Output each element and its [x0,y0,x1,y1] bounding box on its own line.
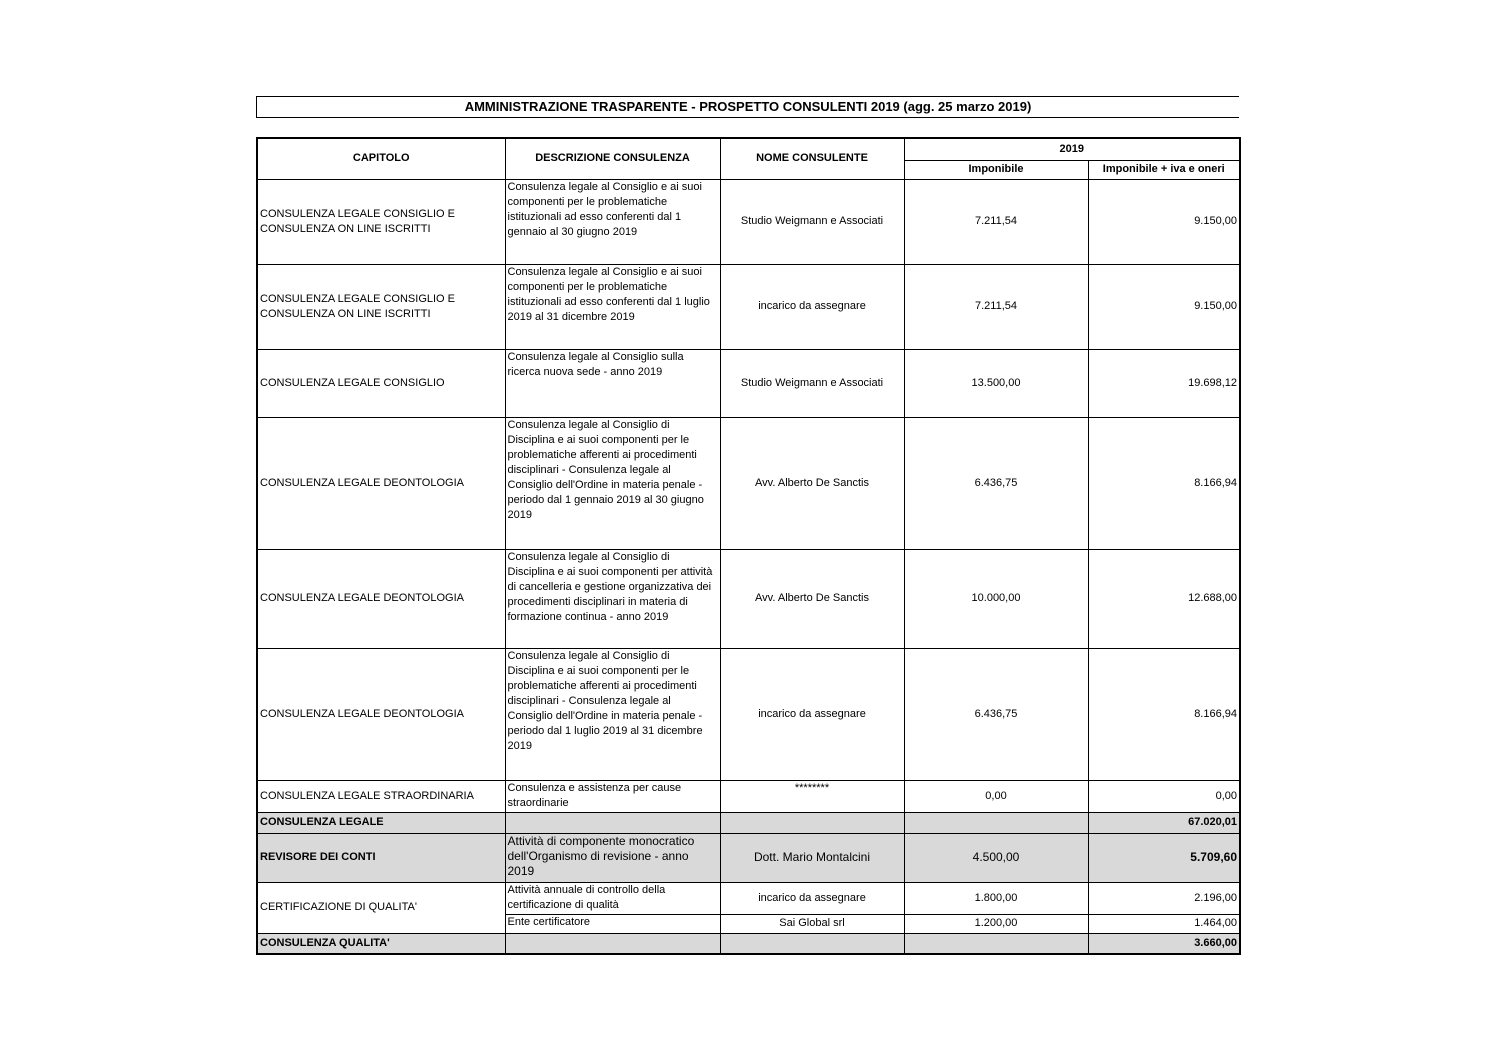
cell-imponibile: 6.436,75 [904,648,1088,780]
consultants-table [256,137,1241,955]
table-row [257,549,1240,648]
cell-imponibile: 13.500,00 [904,349,1088,417]
cell-descrizione: Attività di componente monocratico dell'Organismo di revisione - anno 2019 [505,833,720,882]
table-row [257,648,1240,780]
cell-nome: ******** [720,780,904,812]
cell-imponibile: 4.500,00 [904,833,1088,882]
cell-nome: Dott. Mario Montalcini [720,833,904,882]
header-year: 2019 [904,138,1240,160]
table-row [257,882,1240,914]
header-imponibile: Imponibile [904,160,1088,179]
table-row [257,179,1240,264]
cell-totale: 8.166,94 [1088,417,1240,549]
cell-imponibile: 1.200,00 [904,914,1088,933]
cell-totale: 1.464,00 [1088,914,1240,933]
cell-descrizione: Consulenza e assistenza per cause straordinarie [505,780,720,812]
table-row [257,349,1240,417]
cell-capitolo: CONSULENZA LEGALE DEONTOLOGIA [257,417,505,549]
cell-capitolo: REVISORE DEI CONTI [257,833,505,882]
cell-nome: Sai Global srl [720,914,904,933]
cell-descrizione: Consulenza legale al Consiglio di Disciplina e ai suoi componenti per attività di cancelleria e gestione organizzativa dei procedimenti disciplinari in materia di formazione continua - anno 2019 [505,549,720,648]
cell-totale: 19.698,12 [1088,349,1240,417]
cell-descrizione: Consulenza legale al Consiglio sulla ricerca nuova sede - anno 2019 [505,349,720,417]
subtotal-label: CONSULENZA LEGALE [257,812,505,833]
cell-totale: 0,00 [1088,780,1240,812]
cell-totale: 12.688,00 [1088,549,1240,648]
cell-capitolo: CONSULENZA LEGALE CONSIGLIO E CONSULENZA ON LINE ISCRITTI [257,179,505,264]
cell-descrizione: Consulenza legale al Consiglio e ai suoi componenti per le problematiche istituzionali ad esso conferenti dal 1 gennaio al 30 giugno 2019 [505,179,720,264]
header-capitolo: CAPITOLO [257,138,505,179]
cell-nome: Avv. Alberto De Sanctis [720,417,904,549]
cell-descrizione: Consulenza legale al Consiglio di Disciplina e ai suoi componenti per le problematiche afferenti ai procedimenti disciplinari - Consulenza legale al Consiglio dell'Ordine in materia penale - periodo dal 1 gennaio 2019 al 30 giugno 2019 [505,417,720,549]
cell-imponibile: 6.436,75 [904,417,1088,549]
cell-imponibile: 1.800,00 [904,882,1088,914]
cell-nome: incarico da assegnare [720,264,904,349]
cell-totale: 9.150,00 [1088,264,1240,349]
cell-descrizione: Consulenza legale al Consiglio di Disciplina e ai suoi componenti per le problematiche afferenti ai procedimenti disciplinari - Consulenza legale al Consiglio dell'Ordine in materia penale - periodo dal 1 luglio 2019 al 31 dicembre 2019 [505,648,720,780]
cell-imponibile: 7.211,54 [904,179,1088,264]
cell-capitolo: CONSULENZA LEGALE STRAORDINARIA [257,780,505,812]
cell-nome: incarico da assegnare [720,882,904,914]
subtotal-row-qualita [257,933,1240,954]
header-imponibile-iva: Imponibile + iva e oneri [1088,160,1240,179]
page-title: AMMINISTRAZIONE TRASPARENTE - PROSPETTO CONSULENTI 2019 (agg. 25 marzo 2019) [256,96,1239,118]
cell-capitolo: CONSULENZA LEGALE CONSIGLIO E CONSULENZA ON LINE ISCRITTI [257,264,505,349]
cell-totale: 9.150,00 [1088,179,1240,264]
cell-descrizione: Consulenza legale al Consiglio e ai suoi componenti per le problematiche istituzionali ad esso conferenti dal 1 luglio 2019 al 31 dicembre 2019 [505,264,720,349]
cell-imponibile: 10.000,00 [904,549,1088,648]
cell-totale: 5.709,60 [1088,833,1240,882]
header-nome: NOME CONSULENTE [720,138,904,179]
cell-nome: Studio Weigmann e Associati [720,179,904,264]
cell-nome: Studio Weigmann e Associati [720,349,904,417]
cell-descrizione: Ente certificatore [505,914,720,933]
subtotal-row-legale [257,812,1240,833]
header-descrizione: DESCRIZIONE CONSULENZA [505,138,720,179]
cell-imponibile: 7.211,54 [904,264,1088,349]
table-row-revisore [257,833,1240,882]
cell-capitolo: CONSULENZA LEGALE CONSIGLIO [257,349,505,417]
subtotal-label: CONSULENZA QUALITA' [257,933,505,954]
cell-nome: Avv. Alberto De Sanctis [720,549,904,648]
table-row [257,780,1240,812]
cell-imponibile: 0,00 [904,780,1088,812]
cell-descrizione: Attività annuale di controllo della certificazione di qualità [505,882,720,914]
table-row [257,264,1240,349]
table-row [257,417,1240,549]
cell-totale: 8.166,94 [1088,648,1240,780]
cell-nome: incarico da assegnare [720,648,904,780]
cell-capitolo: CONSULENZA LEGALE DEONTOLOGIA [257,648,505,780]
subtotal-value: 3.660,00 [1088,933,1240,954]
cell-totale: 2.196,00 [1088,882,1240,914]
subtotal-value: 67.020,01 [1088,812,1240,833]
cell-capitolo: CERTIFICAZIONE DI QUALITA' [257,882,505,933]
cell-capitolo: CONSULENZA LEGALE DEONTOLOGIA [257,549,505,648]
